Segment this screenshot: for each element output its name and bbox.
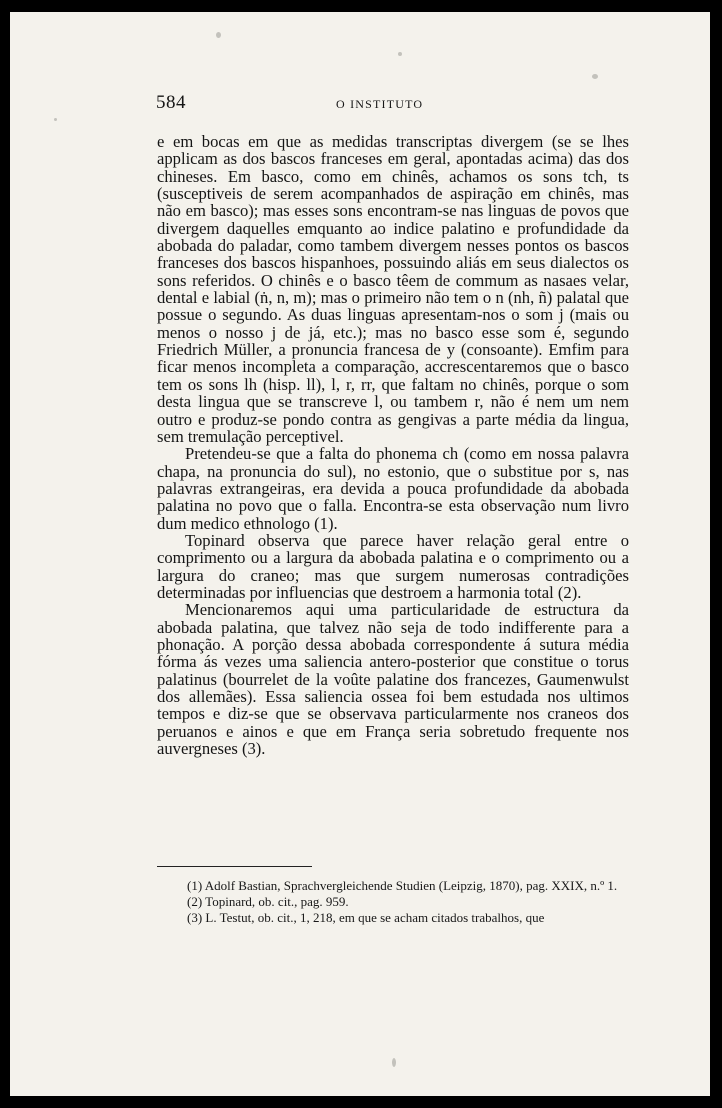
paragraph: Mencionaremos aqui uma particularidade de estructura da abobada palatina, que talvez não seja de todo indifferente para a phonação. A porção dessa abobada correspondente á sutura média fórma ás vezes uma saliencia antero-posterior que constitue o torus palatinus (bourrelet de la voûte palatine dos francezes, Gaumenwulst dos allemães). Essa saliencia ossea foi bem estudada nos ultimos tempos e diz-se que se observava particularmente nos craneos dos peruanos e ainos e que em França seria sobretudo frequente nos auvergneses (3).: [157, 600, 629, 759]
paper-speck: [592, 74, 598, 79]
footnote: (2) Topinard, ob. cit., pag. 959.: [187, 894, 349, 909]
paragraph: e em bocas em que as medidas transcriptas divergem (se se lhes applicam as dos bascos franceses em geral, apontadas acima) das dos chineses. Em basco, como em chinês, achamos os sons tch, ts (susceptiveis de serem acompanhados de aspiração em chinês, mas não em basco); mas esses sons encontram-se nas linguas de povos que divergem daquelles emquanto ao indice palatino e profundidade da abobada do paladar, como tambem divergem nesses pontos os bascos franceses dos bascos hispanhoes, possuindo aliás em seus dialectos os sons referidos. O chinês e o basco têem de commum as nasaes velar, dental e labial (ṅ, n, m); mas o primeiro não tem o n (nh, ñ) palatal que possue o segundo. As duas linguas apresentam-nos o som j (mais ou menos o nosso j de já, etc.); mas no basco esse som é, segundo Friedrich Müller, a pronuncia francesa de y (consoante). Emfim para ficar menos incompleta a comparação, accrescentaremos que o basco tem os sons lh (hisp. ll), l, r, rr, que faltam no chinês, porque o som desta lingua que se transcreve l, ou tambem r, não é nem um nem outro e produz-se pondo contra as gengivas a parte média da lingua, sem tremulação perceptivel.: [157, 132, 629, 446]
paragraph: Topinard observa que parece haver relação geral entre o comprimento ou a largura da abobada palatina e o comprimento ou a largura do craneo; mas que surgem numerosas contradições determinadas por influencias que destroem a harmonia total (2).: [157, 530, 629, 602]
paper-speck: [398, 52, 402, 56]
page-number: 584: [156, 92, 186, 113]
footnote: (1) Adolf Bastian, Sprachvergleichende Studien (Leipzig, 1870), pag. XXIX, n.º 1.: [187, 878, 618, 893]
paragraph: Pretendeu-se que a falta do phonema ch (como em nossa palavra chapa, na pronuncia do sul), no estonio, que o substitue por s, nas palavras extrangeiras, era devida a pouca profundidade da abobada palatina no povo que o falla. Encontra-se esta observação num livro dum medico ethnologo (1).: [157, 444, 629, 533]
paper-speck: [392, 1058, 396, 1067]
book-page: [10, 12, 710, 1096]
body-text: [157, 133, 629, 757]
paper-speck: [216, 32, 221, 38]
running-title: O INSTITUTO: [336, 97, 424, 111]
footnote-divider: [157, 866, 312, 867]
footnote: (3) L. Testut, ob. cit., 1, 218, em que se acham citados trabalhos, que: [187, 910, 545, 925]
footnotes: [157, 878, 629, 926]
paper-speck: [54, 118, 57, 121]
page-header: [156, 92, 576, 116]
